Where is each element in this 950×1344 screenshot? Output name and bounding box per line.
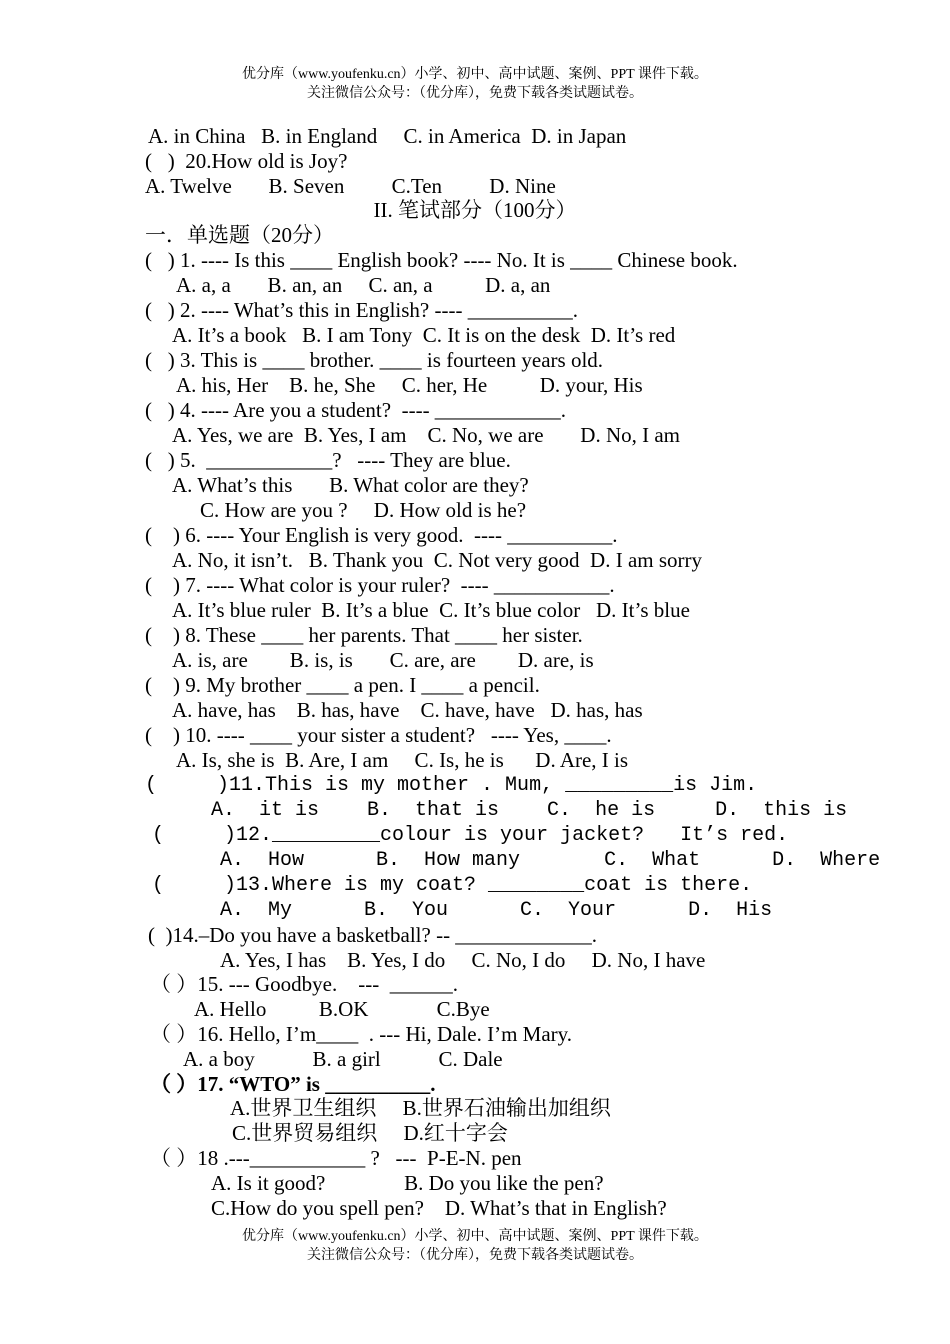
q3-options: A. his, Her B. he, She C. her, He D. your, His bbox=[176, 373, 643, 397]
q15-question: （ ）15. --- Goodbye. --- ______. bbox=[150, 972, 458, 996]
q11-options: A. it is B. that is C. he is D. this is bbox=[211, 799, 848, 822]
q1-question: ( ) 1. ---- Is this ____ English book? ---- No. It is ____ Chinese book. bbox=[145, 248, 738, 272]
q16-options: A. a boy B. a girl C. Dale bbox=[183, 1047, 503, 1071]
q7-options: A. It’s blue ruler B. It’s a blue C. It’s blue color D. It’s blue bbox=[172, 598, 690, 622]
q18-question: （ ）18 .---___________ ? --- P-E-N. pen bbox=[150, 1146, 522, 1170]
q11-question: ( )11.This is my mother . Mum, _________is Jim. bbox=[145, 774, 758, 797]
q8-options: A. is, are B. is, is C. are, are D. are, is bbox=[172, 648, 594, 672]
q5-options-cd: C. How are you ? D. How old is he? bbox=[200, 498, 527, 522]
q14-options: A. Yes, I has B. Yes, I do C. No, I do D. No, I have bbox=[220, 948, 706, 972]
footer-line-2: 关注微信公众号：（优分库），免费下载各类试题试卷。 bbox=[307, 1248, 643, 1263]
q5-question: ( ) 5. ____________? ---- They are blue. bbox=[145, 448, 511, 472]
header-line-2: 关注微信公众号：（优分库），免费下载各类试题试卷。 bbox=[307, 86, 643, 101]
q4-question: ( ) 4. ---- Are you a student? ---- ____________. bbox=[145, 398, 567, 422]
q17-options-cd: C.世界贸易组织 D.红十字会 bbox=[232, 1121, 508, 1145]
header-line-1: 优分库（www.youfenku.cn）小学、初中、高中试题、案例、PPT 课件下载。 bbox=[242, 67, 708, 82]
q3-question: ( ) 3. This is ____ brother. ____ is fourteen years old. bbox=[145, 348, 604, 372]
q6-options: A. No, it isn’t. B. Thank you C. Not very good D. I am sorry bbox=[172, 548, 703, 572]
q2-question: ( ) 2. ---- What’s this in English? ---- __________. bbox=[145, 298, 578, 322]
q18-options-cd: C.How do you spell pen? D. What’s that in English? bbox=[211, 1196, 667, 1220]
q17-options-ab: A.世界卫生组织 B.世界石油输出加组织 bbox=[230, 1096, 611, 1120]
q10-options: A. Is, she is B. Are, I am C. Is, he is D. Are, I is bbox=[176, 748, 629, 772]
part-heading: 一．单选题（20分） bbox=[145, 223, 334, 247]
q13-options: A. My B. You C. Your D. His bbox=[220, 899, 773, 922]
q18-options-ab: A. Is it good? B. Do you like the pen? bbox=[211, 1171, 604, 1195]
q2-options: A. It’s a book B. I am Tony C. It is on the desk D. It’s red bbox=[172, 323, 676, 347]
q12-options: A. How B. How many C. What D. Where bbox=[220, 849, 881, 872]
q5-options-ab: A. What’s this B. What color are they? bbox=[172, 473, 529, 497]
q14-question: ( )14.–Do you have a basketball? -- _____________. bbox=[148, 923, 598, 947]
q6-question: ( ) 6. ---- Your English is very good. ---- __________. bbox=[145, 523, 618, 547]
q15-options: A. Hello B.OK C.Bye bbox=[194, 997, 490, 1021]
q9-options: A. have, has B. has, have C. have, have D. has, has bbox=[172, 698, 643, 722]
q4-options: A. Yes, we are B. Yes, I am C. No, we are D. No, I am bbox=[172, 423, 681, 447]
q1-options: A. a, a B. an, an C. an, a D. a, an bbox=[176, 273, 551, 297]
q7-question: ( ) 7. ---- What color is your ruler? ---- ___________. bbox=[145, 573, 615, 597]
q20-options: A. Twelve B. Seven C.Ten D. Nine bbox=[145, 174, 556, 198]
q13-question: ( )13.Where is my coat? ________coat is there. bbox=[152, 874, 753, 897]
section-title: II. 笔试部分（100分） bbox=[373, 198, 577, 222]
q17-question: （ ）17. “WTO” is __________. bbox=[150, 1072, 436, 1096]
q8-question: ( ) 8. These ____ her parents. That ____ her sister. bbox=[145, 623, 583, 647]
footer-line-1: 优分库（www.youfenku.cn）小学、初中、高中试题、案例、PPT 课件下载。 bbox=[242, 1229, 708, 1244]
q12-question: ( )12._________colour is your jacket? It’s red. bbox=[152, 824, 789, 847]
q20-question: ( ) 20.How old is Joy? bbox=[145, 149, 348, 173]
q19-options: A. in China B. in England C. in America D. in Japan bbox=[148, 124, 627, 148]
q9-question: ( ) 9. My brother ____ a pen. I ____ a pencil. bbox=[145, 673, 540, 697]
q10-question: ( ) 10. ---- ____ your sister a student? ---- Yes, ____. bbox=[145, 723, 612, 747]
q16-question: （ ）16. Hello, I’m____ . --- Hi, Dale. I’m Mary. bbox=[150, 1022, 573, 1046]
